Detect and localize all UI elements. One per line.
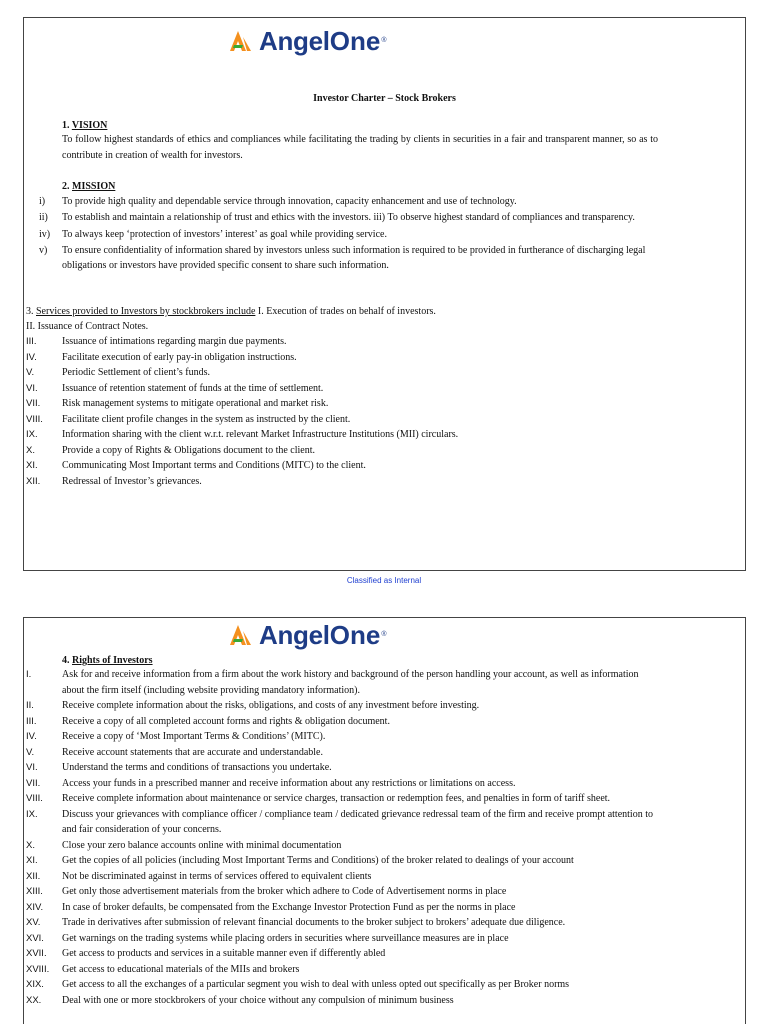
list-item — [26, 993, 662, 1009]
list-item — [39, 227, 660, 243]
list-marker: IX. — [26, 808, 38, 820]
list-item — [26, 745, 662, 761]
list-item-text: Get access to all the exchanges of a particular segment you wish to deal with unless opted out specifically as per Broker norms — [62, 979, 570, 990]
list-item — [26, 458, 666, 474]
list-item-text: Discuss your grievances with compliance officer / compliance team / dedicated grievance redressal team of the firm and receive prompt attention to and fair consideration of your concerns. — [62, 808, 653, 835]
list-item — [26, 443, 666, 459]
angelone-logo — [230, 622, 386, 648]
list-item-text: Access your funds in a prescribed manner and receive information about any restrictions or limitations on access. — [62, 777, 516, 789]
list-marker: I. — [26, 669, 32, 680]
list-marker: V. — [26, 367, 35, 378]
list-marker: VIII. — [26, 413, 43, 425]
mission-heading — [62, 180, 115, 193]
list-item — [26, 334, 666, 350]
list-item-text: In case of broker defaults, be compensated from the Exchange Investor Protection Fund as per the norms in place — [62, 901, 516, 913]
list-item-text: Close your zero balance accounts online with minimal documentation — [62, 839, 342, 851]
list-item-text: Receive a copy of all completed account forms and rights & obligation document. — [62, 715, 390, 727]
list-marker: V. — [26, 746, 35, 758]
logo-text-angel: Angel — [259, 620, 330, 650]
list-item — [26, 667, 662, 698]
list-item — [26, 381, 666, 397]
rights-list — [26, 667, 662, 1008]
logo-text-one: One — [329, 26, 381, 56]
list-marker: XI. — [26, 460, 38, 471]
list-marker: II. — [26, 700, 34, 711]
list-marker: X. — [26, 444, 35, 456]
list-item — [26, 838, 662, 854]
list-marker: IV. — [26, 731, 37, 742]
logo-trademark: ® — [381, 631, 387, 638]
angelone-logo — [230, 28, 386, 54]
document-title: Investor Charter – Stock Brokers — [313, 93, 456, 104]
list-marker: X. — [26, 839, 35, 851]
list-item-text: Issuance of retention statement of funds at the time of settlement. — [62, 382, 324, 394]
document-page-1 — [23, 17, 746, 571]
list-item — [26, 474, 666, 490]
rights-heading — [62, 654, 153, 667]
logo-text-angel: Angel — [259, 26, 330, 56]
services-second-item: II. Issuance of Contract Notes. — [26, 321, 149, 332]
list-item-text: Issuance of intimations regarding margin due payments. — [62, 336, 287, 347]
list-marker: XVI. — [26, 932, 44, 944]
list-item-text: To establish and maintain a relationship of trust and ethics with the investors. iii) To observe highest standard of compliances and transparency. — [62, 211, 635, 223]
list-item — [26, 350, 666, 366]
list-item — [26, 791, 662, 807]
list-item — [39, 243, 660, 274]
list-item — [39, 210, 660, 226]
list-item — [26, 760, 662, 776]
list-marker: VII. — [26, 398, 41, 409]
list-item — [26, 853, 662, 869]
list-item-text: Receive account statements that are accurate and understandable. — [62, 746, 323, 758]
list-marker: XVII. — [26, 948, 47, 959]
list-marker: XIII. — [26, 886, 43, 897]
list-item — [26, 884, 662, 900]
vision-title: VISION — [71, 120, 108, 131]
logo-text-one: One — [329, 620, 381, 650]
vision-heading — [62, 119, 107, 132]
list-item-text: Get only those advertisement materials from the broker which adhere to Code of Advertisement norms in place — [62, 886, 507, 897]
list-item-text: Get the copies of all policies (including Most Important Terms and Conditions) of the broker related to dealings of your account — [62, 855, 574, 866]
list-marker: i) — [39, 196, 46, 207]
list-item — [26, 714, 662, 730]
list-item-text: Ask for and receive information from a firm about the work history and background of the person handling your account, as well as information about the firm itself (including website providing mandatory information). — [62, 669, 639, 696]
services-list — [26, 334, 666, 489]
list-item — [26, 698, 662, 714]
list-item-text: Risk management systems to mitigate operational and market risk. — [62, 398, 329, 409]
angelone-logo-icon — [230, 625, 256, 645]
list-item-text: Get access to educational materials of the MIIs and brokers — [62, 963, 300, 975]
list-marker: XVIII. — [26, 963, 50, 975]
services-title: Services provided to Investors by stockbrokers include — [36, 306, 256, 317]
list-marker: XII. — [26, 475, 41, 487]
list-marker: XIV. — [26, 901, 44, 913]
list-marker: III. — [26, 336, 37, 347]
list-item-text: Receive complete information about maintenance or service charges, transaction or redemption fees, and penalties in form of tariff sheet. — [62, 793, 611, 804]
list-item — [26, 900, 662, 916]
list-item-text: Facilitate execution of early pay-in obligation instructions. — [62, 351, 297, 363]
list-item — [39, 194, 660, 210]
list-marker: IX. — [26, 429, 38, 440]
list-item-text: Deal with one or more stockbrokers of your choice without any compulsion of minimum business — [62, 994, 454, 1006]
list-marker: III. — [26, 715, 37, 727]
list-item — [26, 427, 666, 443]
list-item-text: Receive a copy of ‘Most Important Terms & Conditions’ (MITC). — [62, 731, 326, 742]
list-item-text: Redressal of Investor’s grievances. — [62, 475, 202, 487]
list-item-text: Provide a copy of Rights & Obligations document to the client. — [62, 444, 316, 456]
list-item-text: Receive complete information about the risks, obligations, and costs of any investment before investing. — [62, 700, 480, 711]
vision-number: 1. — [62, 120, 70, 131]
list-item-text: Facilitate client profile changes in the system as instructed by the client. — [62, 413, 351, 425]
rights-number: 4. — [62, 655, 70, 666]
list-marker: XX. — [26, 994, 42, 1006]
list-item — [26, 776, 662, 792]
list-item — [26, 807, 662, 838]
list-item — [26, 729, 662, 745]
list-item — [26, 962, 662, 978]
list-item-text: Communicating Most Important terms and Conditions (MITC) to the client. — [62, 460, 366, 471]
list-item-text: Not be discriminated against in terms of services offered to equivalent clients — [62, 870, 372, 882]
list-marker: XIX. — [26, 979, 44, 990]
list-item — [26, 396, 666, 412]
list-marker: v) — [39, 244, 48, 256]
list-marker: iv) — [39, 229, 51, 240]
list-item-text: Understand the terms and conditions of transactions you undertake. — [62, 762, 332, 773]
logo-trademark: ® — [381, 37, 387, 44]
list-item — [26, 931, 662, 947]
angelone-logo-icon — [230, 31, 256, 51]
list-item-text: To ensure confidentiality of information shared by investors unless such information is required to be provided in furtherance of discharging legal obligations or investors have provided specific consent to share such information. — [62, 244, 646, 271]
list-item-text: Get warnings on the trading systems while placing orders in securities where surveillance measures are in place — [62, 932, 509, 944]
rights-title: Rights of Investors — [72, 655, 153, 666]
list-item-text: Get access to products and services in a suitable manner even if differently abled — [62, 948, 386, 959]
list-item — [26, 915, 662, 931]
list-marker: XII. — [26, 870, 41, 882]
mission-number: 2. — [62, 181, 70, 192]
list-item-text: Information sharing with the client w.r.t. relevant Market Infrastructure Institutions (MII) circulars. — [62, 429, 459, 440]
services-number: 3. — [26, 306, 34, 317]
classification-label: Classified as Internal — [346, 576, 422, 585]
list-item-text: To always keep ‘protection of investors’ interest’ as goal while providing service. — [62, 229, 387, 240]
list-item — [26, 869, 662, 885]
mission-title: MISSION — [72, 181, 116, 192]
list-item — [26, 365, 666, 381]
list-marker: VIII. — [26, 793, 43, 804]
list-marker: VI. — [26, 382, 38, 394]
list-marker: VII. — [26, 777, 41, 789]
list-item-text: Trade in derivatives after submission of relevant financial documents to the broker subject to brokers’ adequate due diligence. — [62, 917, 566, 928]
list-item — [26, 412, 666, 428]
list-item — [26, 946, 662, 962]
list-marker: ii) — [39, 211, 48, 223]
list-item — [26, 977, 662, 993]
mission-list — [39, 194, 660, 274]
services-heading — [26, 304, 436, 320]
list-marker: VI. — [26, 762, 38, 773]
services-first-item: I. Execution of trades on behalf of investors. — [257, 306, 436, 317]
list-item-text: Periodic Settlement of client’s funds. — [62, 367, 211, 378]
vision-text: To follow highest standards of ethics and compliances while facilitating the trading by clients in securities in a fair and transparent manner, so as to contribute in creation of wealth for investors. — [62, 134, 658, 161]
document-page-2 — [23, 617, 746, 1024]
list-marker: IV. — [26, 351, 37, 363]
list-marker: XV. — [26, 917, 41, 928]
list-item-text: To provide high quality and dependable service through innovation, capacity enhancement and use of technology. — [62, 196, 517, 207]
list-marker: XI. — [26, 855, 38, 866]
